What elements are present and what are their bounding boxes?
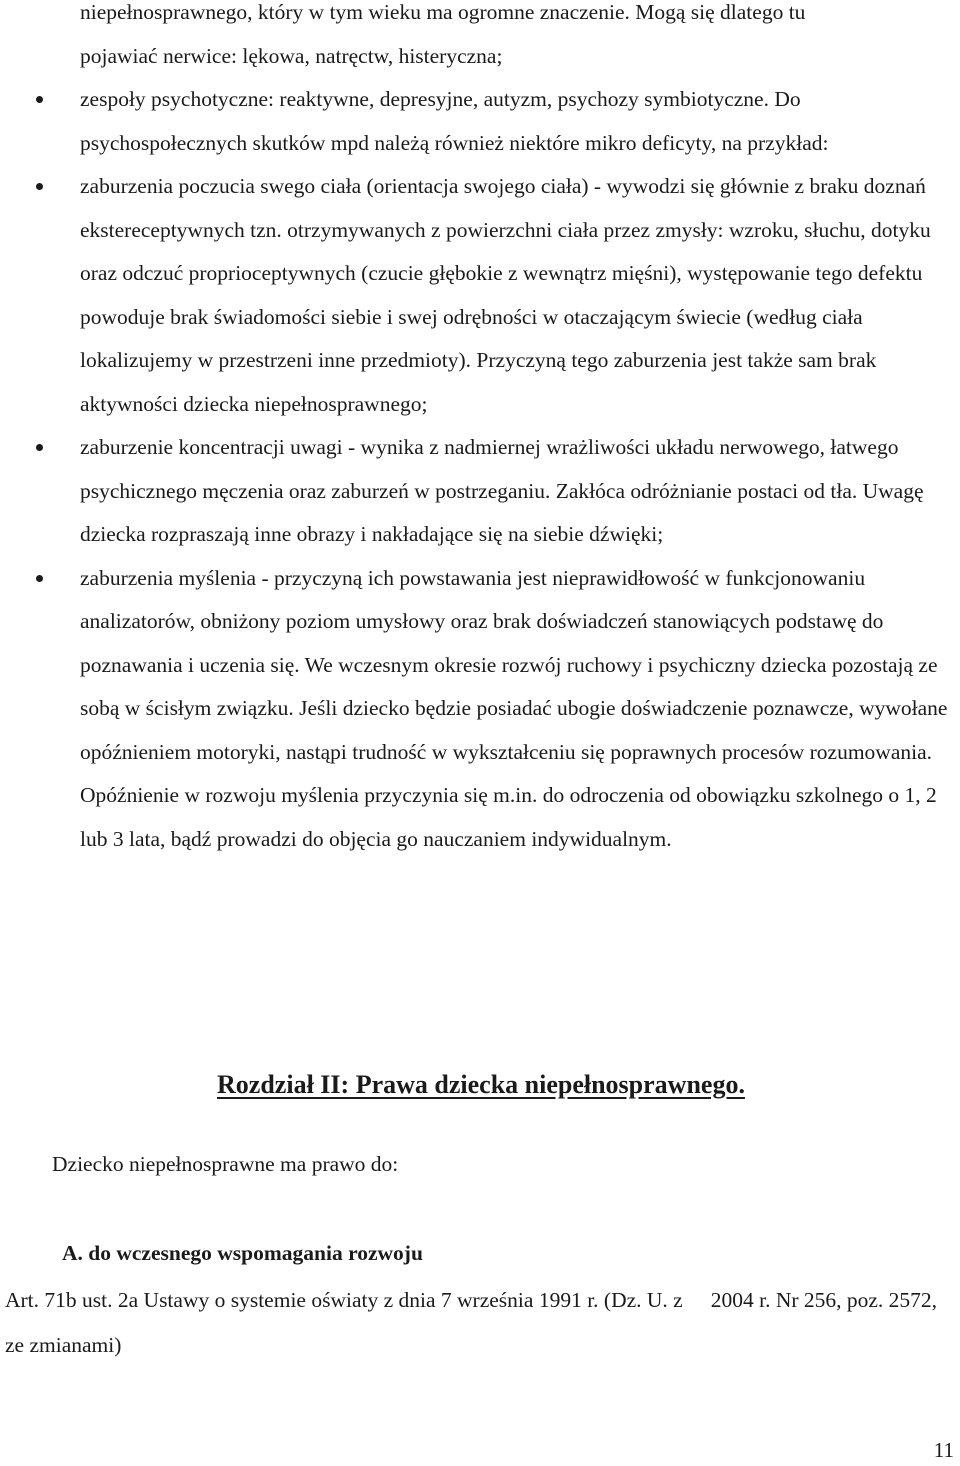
citation-part-2: 2004 r. Nr 256, poz. 2572, ze zmianami): [5, 1288, 938, 1357]
list-item-text: zespoły psychotyczne: reaktywne, depresyjne, autyzm, psychozy symbiotyczne. Do psychospołecznych skutków mpd należą również niektóre mikro deficyty, na przykład:: [80, 87, 829, 155]
bullet-icon: [36, 183, 43, 190]
intro-line-2: pojawiać nerwice: lękowa, natręctw, histeryczna;: [80, 43, 503, 68]
rights-intro: Dziecko niepełnosprawne ma prawo do:: [52, 1152, 399, 1176]
intro-paragraph: [80, 0, 952, 78]
list-item: [0, 78, 958, 165]
list-item-text: zaburzenia myślenia - przyczyną ich powstawania jest nieprawidłowość w funkcjonowaniu analizatorów, obniżony poziom umysłowy oraz brak doświadczeń stanowiących podstawę do poznawania i uczenia się. We wczesnym okresie rozwój ruchowy i psychiczny dziecka pozostają ze sobą w ścisłym związku. Jeśli dziecko będzie posiadać ubogie doświadczenie poznawcze, wywołane opóźnieniem motoryki, nastąpi trudność w wykształceniu się poprawnych procesów rozumowania. Opóźnienie w rozwoju myślenia przyczynia się m.in. do odroczenia od obowiązku szkolnego o 1, 2 lub 3 lata, bądź prowadzi do objęcia go nauczaniem indywidualnym.: [80, 565, 948, 851]
bullet-icon: [36, 96, 43, 103]
chapter-title: Rozdział II: Prawa dziecka niepełnosprawnego.: [217, 1070, 745, 1099]
legal-citation: [5, 1278, 955, 1368]
list-item: [0, 557, 958, 862]
bullet-list: [0, 78, 960, 861]
intro-line-1: niepełnosprawnego, który w tym wieku ma ogromne znaczenie. Mogą się dlatego tu: [80, 0, 806, 24]
bullet-icon: [36, 444, 43, 451]
list-item-text: zaburzenie koncentracji uwagi - wynika z nadmiernej wrażliwości układu nerwowego, łatwego psychicznego męczenia oraz zaburzeń w postrzeganiu. Zakłóca odróżnianie postaci od tła. Uwagę dziecka rozpraszają inne obrazy i nakładające się na siebie dźwięki;: [80, 435, 924, 546]
list-item: [0, 426, 958, 557]
citation-part-1: Art. 71b ust. 2a Ustawy o systemie oświaty z dnia 7 września 1991 r. (Dz. U. z: [5, 1288, 683, 1312]
bullet-icon: [36, 575, 43, 582]
section-heading-a: A. do wczesnego wspomagania rozwoju: [62, 1241, 423, 1265]
page-number: 11: [933, 1438, 954, 1462]
list-item: [0, 165, 958, 426]
list-item-text: zaburzenia poczucia swego ciała (orientacja swojego ciała) - wywodzi się głównie z braku doznań ekstereceptywnych tzn. otrzymywanych z powierzchni ciała przez zmysły: wzroku, słuchu, dotyku oraz odczuć proprioceptywnych (czucie głębokie z wewnątrz mięśni), występowanie tego defektu powoduje brak świadomości siebie i swej odrębności w otaczającym świecie (według ciała lokalizujemy w przestrzeni inne przedmioty). Przyczyną tego zaburzenia jest także sam brak aktywności dziecka niepełnosprawnego;: [80, 174, 931, 416]
